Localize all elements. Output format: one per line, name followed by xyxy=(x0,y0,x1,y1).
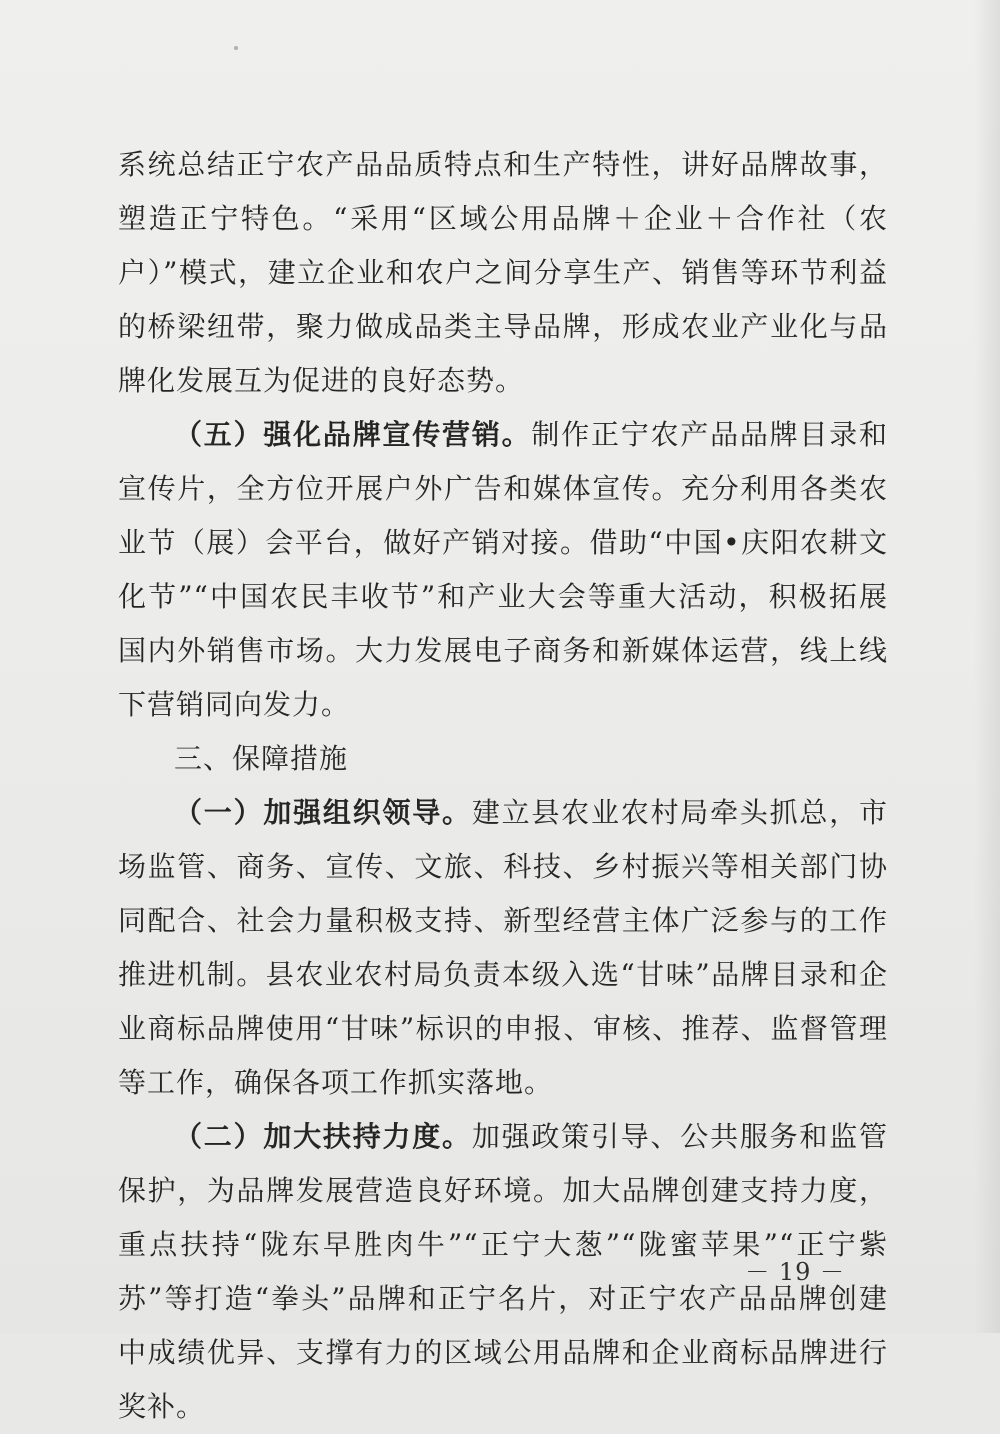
section-title-guarantees: 三、保障措施 xyxy=(174,742,349,775)
paragraph-support-strength-text: 加强政策引导、公共服务和监管保护，为品牌发展营造良好环境。加大品牌创建支持力度，重点扶持“陇东早胜肉牛”“正宁大葱”“陇蜜苹果”“正宁紫苏”等打造“拳头”品牌和正宁名片，对正宁农产品品牌创建中成绩优异、支撑有力的区域公用品牌和企业商标品牌进行奖补。 xyxy=(118,1120,888,1423)
paragraph-organization-leadership xyxy=(118,786,888,1110)
section-heading-two: （二）加大扶持力度。 xyxy=(174,1120,472,1153)
paragraph-brand-story-text: 系统总结正宁农产品品质特点和生产特性，讲好品牌故事，塑造正宁特色。“采用“区域公用品牌＋企业＋合作社（农户）”模式，建立企业和农户之间分享生产、销售等环节利益的桥梁纽带，聚力做成品类主导品牌，形成农业产业化与品牌化发展互为促进的良好态势。 xyxy=(118,148,888,397)
page-number: － 19 － xyxy=(745,1258,845,1286)
paragraph-brand-marketing xyxy=(118,408,888,732)
section-heading-five: （五）强化品牌宣传营销。 xyxy=(174,418,532,451)
document-body xyxy=(118,138,888,1434)
paragraph-brand-marketing-text: 制作正宁农产品品牌目录和宣传片，全方位开展户外广告和媒体宣传。充分利用各类农业节（展）会平台，做好产销对接。借助“中国•庆阳农耕文化节”“中国农民丰收节”和产业大会等重大活动，积极拓展国内外销售市场。大力发展电子商务和新媒体运营，线上线下营销同向发力。 xyxy=(118,418,888,721)
section-heading-one: （一）加强组织领导。 xyxy=(174,796,472,829)
paper-speck xyxy=(234,46,238,50)
paragraph-brand-story xyxy=(118,138,888,408)
paragraph-organization-leadership-text: 建立县农业农村局牵头抓总，市场监管、商务、宣传、文旅、科技、乡村振兴等相关部门协同配合、社会力量积极支持、新型经营主体广泛参与的工作推进机制。县农业农村局负责本级入选“甘味”品牌目录和企业商标品牌使用“甘味”标识的申报、审核、推荐、监督管理等工作，确保各项工作抓实落地。 xyxy=(118,796,888,1099)
